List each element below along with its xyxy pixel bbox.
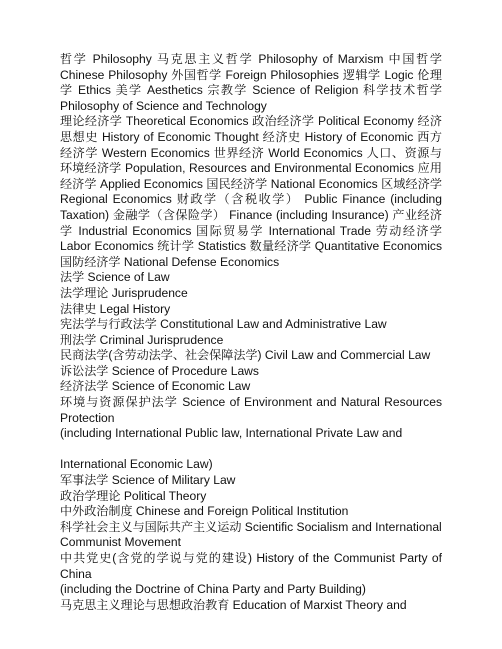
international-law-line: (including International Public law, International Private Law and [60, 426, 403, 441]
marxist-education-line: 马克思主义理论与思想政治教育 Education of Marxist Theory and [60, 597, 407, 612]
blank-line [60, 442, 442, 458]
civil-law-line: 民商法学(含劳动法学、社会保障法学) Civil Law and Commercial Law [60, 348, 431, 363]
environment-law-line: 环境与资源保护法学 Science of Environment and Natural Resources Protection [60, 395, 442, 425]
military-law-line: 军事法学 Science of Military Law [60, 473, 236, 488]
party-history-line: 中共党史(含党的学说与党的建设) History of the Communist Party of China [60, 551, 442, 581]
political-institution-line: 中外政治制度 Chinese and Foreign Political Institution [60, 504, 349, 519]
document-page [60, 52, 442, 613]
socialism-line: 科学社会主义与国际共产主义运动 Scientific Socialism and International [60, 519, 442, 534]
law-heading: 法学 Science of Law [60, 270, 170, 285]
procedure-law-line: 诉讼法学 Science of Procedure Laws [60, 363, 259, 378]
criminal-law-line: 刑法学 Criminal Jurisprudence [60, 332, 224, 347]
jurisprudence-line: 法学理论 Jurisprudence [60, 285, 188, 300]
legal-history-line: 法律史 Legal History [60, 301, 171, 316]
international-economic-law-line: International Economic Law) [60, 457, 213, 472]
political-theory-line: 政治学理论 Political Theory [60, 488, 207, 503]
party-building-line: (including the Doctrine of China Party and Party Building) [60, 582, 366, 597]
constitutional-law-line: 宪法学与行政法学 Constitutional Law and Administrative Law [60, 317, 387, 332]
philosophy-paragraph: 哲学 Philosophy 马克思主义哲学 Philosophy of Marxism 中国哲学 Chinese Philosophy 外国哲学 Foreign Philosophies 逻辑学 Logic 伦理学 Ethics 美学 Aesthetics 宗教学 Science of Religion 科学技术哲学 Philosophy of Science and Technology [60, 52, 442, 113]
economics-paragraph: 理论经济学 Theoretical Economics 政治经济学 Political Economy 经济思想史 History of Economic Thought 经济史 History of Economic 西方经济学 Western Economics 世界经济 World Economics 人口、资源与环境经济学 Population, Resources and Environmental Economics 应用经济学 Applied Economics 国民经济学 National Economics 区域经济学 Regional Economics 财政学（含税收学） Public Finance (including Taxation) 金融学（含保险学） Finance (including Insurance) 产业经济学 Industrial Economics 国际贸易学 International Trade 劳动经济学 Labor Economics 统计学 Statistics 数量经济学 Quantitative Economics 国防经济学 National Defense Economics [60, 114, 442, 269]
economic-law-line: 经济法学 Science of Economic Law [60, 379, 251, 394]
communist-movement-line: Communist Movement [60, 535, 181, 550]
